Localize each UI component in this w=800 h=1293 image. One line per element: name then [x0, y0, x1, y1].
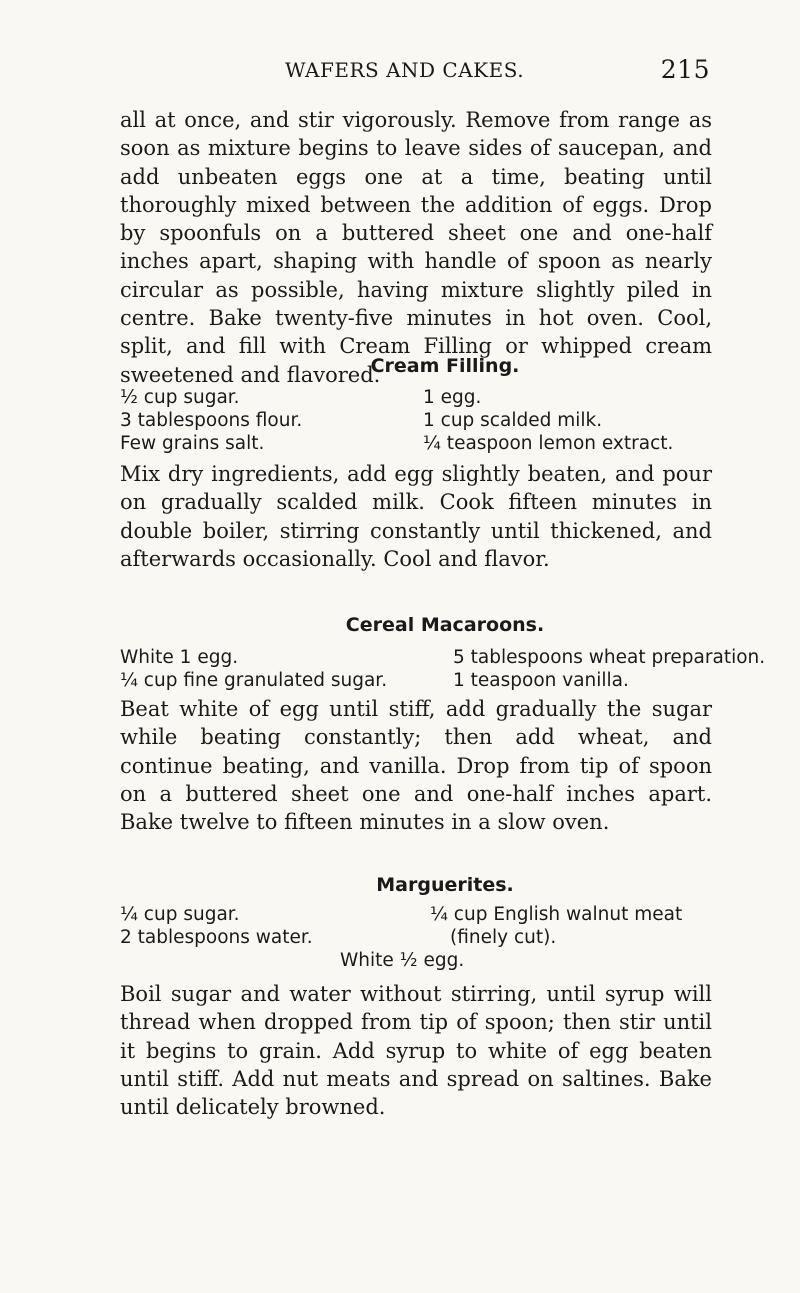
- ingredient: ¼ cup sugar.: [120, 904, 240, 925]
- ingredient: 2 tablespoons water.: [120, 927, 313, 948]
- ingredient: ¼ cup English walnut meat: [430, 904, 683, 925]
- ingredient-marguerites-center: White ½ egg.: [340, 950, 465, 971]
- ingredient: ½ cup sugar.: [120, 387, 240, 408]
- paragraph-intro: all at once, and stir vigorously. Remove from range as soon as mixture begins to leave sides of saucepan, and add unbeaten eggs one at a time, beating until thoroughly mixed between the addition of eggs. Drop by spoonfuls on a buttered sheet one and one-half inches apart, shaping with handle of spoon as nearly circular as possible, having mixture slightly piled in centre. Bake twenty-five minutes in hot oven. Cool, split, and fill with Cream Filling or whipped cream sweetened and flavored.: [120, 108, 712, 387]
- ingredient: ¼ teaspoon lemon extract.: [423, 433, 674, 454]
- ingredients-marguerites-right: [430, 903, 682, 949]
- ingredient: 3 tablespoons flour.: [120, 410, 303, 431]
- ingredient: White 1 egg.: [120, 647, 239, 668]
- ingredient: Few grains salt.: [120, 433, 265, 454]
- ingredient: 1 cup scalded milk.: [423, 410, 603, 431]
- ingredients-cereal-macaroons-left: [120, 646, 387, 692]
- heading-cereal-macaroons: Cereal Macaroons.: [345, 614, 545, 636]
- ingredients-cereal-macaroons-right: [453, 646, 765, 692]
- page-number: 215: [660, 55, 710, 84]
- ingredients-cream-filling-left: [120, 386, 302, 455]
- paragraph-cream-filling-method: Mix dry ingredients, add egg slightly beaten, and pour on gradually scalded milk. Cook fifteen minutes in double boiler, stirring constantly until thickened, and afterwards occasionally. Cool and flavor.: [120, 462, 712, 571]
- paragraph-cereal-macaroons-method: Beat white of egg until stiff, add gradually the sugar while beating constantly; then add wheat, and continue beating, and vanilla. Drop from tip of spoon on a buttered sheet one and one-half inches apart. Bake twelve to fifteen minutes in a slow oven.: [120, 697, 712, 835]
- heading-cream-filling: Cream Filling.: [370, 355, 520, 377]
- ingredients-marguerites-left: [120, 903, 313, 949]
- ingredient: (finely cut).: [450, 927, 557, 948]
- header-title: WAFERS AND CAKES.: [285, 58, 525, 82]
- ingredient: ¼ cup fine granulated sugar.: [120, 670, 388, 691]
- ingredient: 1 egg.: [423, 387, 482, 408]
- ingredients-cream-filling-right: [423, 386, 673, 455]
- ingredient: 1 teaspoon vanilla.: [453, 670, 629, 691]
- paragraph-marguerites-method: Boil sugar and water without stirring, until syrup will thread when dropped from tip of spoon; then stir until it begins to grain. Add syrup to white of egg beaten until stiff. Add nut meats and spread on saltines. Bake until delicately browned.: [120, 982, 712, 1120]
- heading-marguerites: Marguerites.: [376, 874, 514, 896]
- ingredient: 5 tablespoons wheat preparation.: [453, 647, 766, 668]
